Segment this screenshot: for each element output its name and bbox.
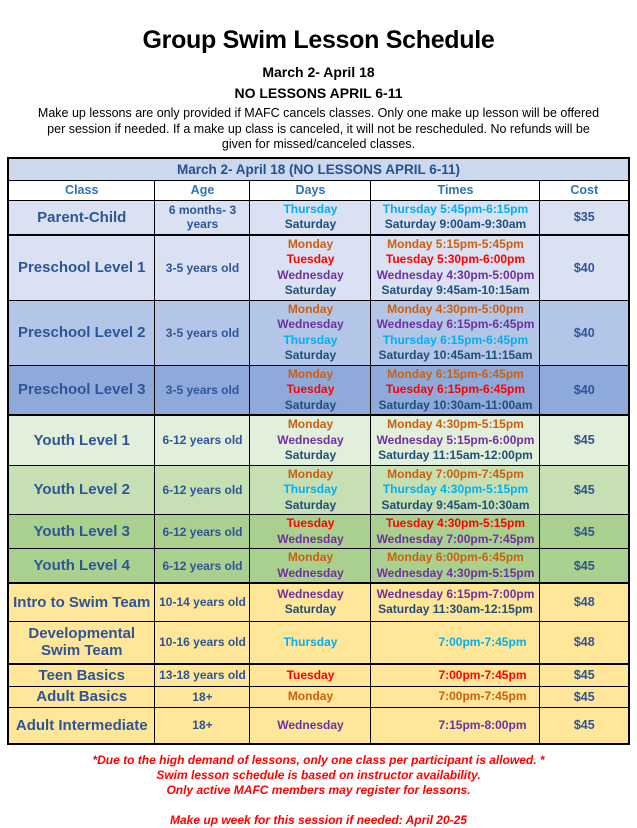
day-tuesday: Tuesday — [286, 516, 335, 530]
cost-value: $45 — [573, 433, 595, 448]
cost-value: $45 — [573, 689, 595, 704]
schedule-row — [8, 707, 629, 744]
class-cell — [8, 200, 155, 235]
cost-value: $40 — [573, 260, 595, 275]
times-cell — [371, 465, 540, 515]
schedule-row — [8, 664, 629, 686]
time-slot: Monday 4:30pm-5:00pm — [387, 301, 524, 316]
time-slot: Tuesday 6:15pm-6:45pm — [385, 382, 526, 396]
days-cell — [250, 415, 371, 465]
day-monday: Monday — [287, 550, 334, 564]
age-range: 18+ — [192, 718, 213, 733]
time-slot: Wednesday 7:00pm-7:45pm — [376, 531, 535, 546]
cost-value: $45 — [573, 718, 595, 733]
times-cell — [371, 515, 540, 549]
time-slot: Saturday 10:45am-11:15am — [378, 348, 533, 362]
class-cell — [8, 515, 155, 549]
time-slot: Wednesday 5:15pm-6:00pm — [376, 432, 535, 447]
class-name: Youth Level 4 — [33, 557, 130, 574]
cost-value: $45 — [573, 482, 595, 497]
footnote-makeup-week: Make up week for this session if needed: April 20-25 — [170, 813, 467, 827]
time-slot: Saturday 9:00am-9:30am — [384, 217, 527, 231]
day-thursday: Thursday — [283, 482, 338, 496]
footnotes — [0, 753, 637, 828]
age-cell — [155, 621, 250, 664]
day-tuesday: Tuesday — [286, 382, 335, 396]
age-cell — [155, 365, 250, 415]
times-cell — [371, 200, 540, 235]
day-thursday: Thursday — [283, 332, 338, 347]
cost-cell — [540, 549, 629, 584]
cost-cell — [540, 664, 629, 686]
cost-value: $45 — [573, 668, 595, 683]
time-slot: 7:00pm-7:45pm — [438, 634, 527, 649]
footnote-members-only: Only active MAFC members may register for lessons. — [166, 783, 471, 797]
cost-cell — [540, 365, 629, 415]
class-cell — [8, 707, 155, 744]
times-cell — [371, 415, 540, 465]
cost-cell — [540, 300, 629, 365]
times-cell — [371, 583, 540, 621]
day-wednesday: Wednesday — [277, 531, 344, 546]
age-range: 10-16 years old — [159, 635, 246, 650]
time-slot: Wednesday 6:15pm-7:00pm — [376, 586, 535, 601]
table-banner: March 2- April 18 (NO LESSONS APRIL 6-11) — [8, 158, 629, 181]
times-cell — [371, 707, 540, 744]
times-cell — [371, 664, 540, 686]
age-range: 6-12 years old — [162, 558, 243, 573]
swim-schedule-table — [7, 157, 630, 746]
times-cell — [371, 235, 540, 301]
times-cell — [371, 549, 540, 584]
schedule-row — [8, 300, 629, 365]
time-slot: Thursday 6:15pm-6:45pm — [382, 332, 529, 347]
age-cell — [155, 415, 250, 465]
column-header-age: Age — [155, 180, 250, 200]
days-cell — [250, 465, 371, 515]
days-cell — [250, 664, 371, 686]
age-cell — [155, 686, 250, 707]
class-name: Youth Level 2 — [33, 481, 130, 499]
age-range: 6 months- 3 years — [168, 203, 237, 231]
column-header-cost: Cost — [540, 180, 629, 200]
age-cell — [155, 707, 250, 744]
days-cell — [250, 200, 371, 235]
class-cell — [8, 686, 155, 707]
times-cell — [371, 621, 540, 664]
day-saturday: Saturday — [284, 283, 337, 297]
class-cell — [8, 415, 155, 465]
age-range: 3-5 years old — [165, 325, 240, 340]
day-monday: Monday — [287, 301, 334, 316]
time-slot: Monday 4:30pm-5:15pm — [387, 417, 524, 431]
age-range: 6-12 years old — [162, 482, 243, 497]
cost-cell — [540, 583, 629, 621]
time-slot: 7:00pm-7:45pm — [438, 667, 527, 682]
class-cell — [8, 664, 155, 686]
day-monday: Monday — [287, 417, 334, 431]
schedule-row — [8, 365, 629, 415]
days-cell — [250, 235, 371, 301]
day-tuesday: Tuesday — [286, 667, 335, 682]
day-thursday: Thursday — [283, 634, 338, 649]
time-slot: Saturday 11:15am-12:00pm — [378, 448, 533, 462]
day-saturday: Saturday — [284, 217, 337, 231]
cost-cell — [540, 465, 629, 515]
time-slot: 7:00pm-7:45pm — [438, 688, 527, 703]
time-slot: Wednesday 4:30pm-5:00pm — [376, 267, 535, 282]
class-name: Adult Intermediate — [15, 716, 148, 734]
column-header-class: Class — [8, 180, 155, 200]
age-cell — [155, 583, 250, 621]
age-range: 3-5 years old — [165, 260, 240, 275]
schedule-row — [8, 515, 629, 549]
class-cell — [8, 549, 155, 584]
time-slot: Saturday 11:30am-12:15pm — [378, 602, 533, 617]
times-cell — [371, 300, 540, 365]
day-wednesday: Wednesday — [277, 565, 344, 580]
schedule-row — [8, 415, 629, 465]
class-cell — [8, 465, 155, 515]
cost-value: $48 — [573, 595, 595, 610]
makeup-policy-paragraph: Make up lessons are only provided if MAFC cancels classes. Only one make up lesson will be offered per session if needed. If a make up class is canceled, it will not be rescheduled. No refunds will be given for missed/canceled classes. — [37, 106, 600, 151]
class-cell — [8, 235, 155, 301]
cost-cell — [540, 707, 629, 744]
day-wednesday: Wednesday — [277, 717, 344, 732]
age-range: 6-12 years old — [162, 524, 243, 539]
class-name: Preschool Level 2 — [17, 324, 146, 341]
age-range: 18+ — [192, 689, 213, 704]
day-wednesday: Wednesday — [277, 432, 344, 447]
class-name: Intro to Swim Team — [13, 593, 151, 611]
class-name: Youth Level 1 — [33, 431, 130, 449]
session-dates: March 2- April 18 — [262, 64, 375, 80]
schedule-row — [8, 583, 629, 621]
page-title: Group Swim Lesson Schedule — [142, 26, 495, 54]
age-cell — [155, 664, 250, 686]
table-banner-row — [8, 158, 629, 181]
times-cell — [371, 365, 540, 415]
schedule-row — [8, 686, 629, 707]
footnote-instructor-availability: Swim lesson schedule is based on instructor availability. — [156, 768, 481, 782]
time-slot: Saturday 9:45am-10:30am — [381, 497, 530, 512]
class-cell — [8, 621, 155, 664]
column-header-times: Times — [371, 180, 540, 200]
day-saturday: Saturday — [284, 397, 337, 412]
days-cell — [250, 707, 371, 744]
time-slot: Tuesday 4:30pm-5:15pm — [385, 516, 526, 530]
days-cell — [250, 365, 371, 415]
times-cell — [371, 686, 540, 707]
cost-cell — [540, 235, 629, 301]
class-name: Teen Basics — [38, 666, 125, 684]
time-slot: Wednesday 4:30pm-5:15pm — [376, 565, 535, 580]
day-monday: Monday — [287, 688, 334, 703]
cost-cell — [540, 621, 629, 664]
days-cell — [250, 583, 371, 621]
age-range: 10-14 years old — [159, 595, 246, 610]
day-thursday: Thursday — [283, 201, 338, 216]
cost-cell — [540, 686, 629, 707]
class-name: Preschool Level 1 — [17, 259, 146, 276]
time-slot: Thursday 4:30pm-5:15pm — [382, 482, 529, 496]
time-slot: Saturday 9:45am-10:15am — [381, 283, 530, 297]
age-range: 3-5 years old — [165, 382, 240, 397]
day-monday: Monday — [287, 366, 334, 381]
class-name: Preschool Level 3 — [17, 381, 146, 399]
day-saturday: Saturday — [284, 348, 337, 362]
class-name: Youth Level 3 — [33, 523, 130, 540]
column-header-row — [8, 180, 629, 200]
days-cell — [250, 300, 371, 365]
cost-value: $35 — [573, 210, 595, 224]
cost-value: $45 — [573, 558, 595, 573]
day-monday: Monday — [287, 236, 334, 251]
cost-cell — [540, 200, 629, 235]
class-name: Adult Basics — [36, 688, 128, 705]
time-slot: Monday 6:15pm-6:45pm — [387, 366, 524, 381]
day-wednesday: Wednesday — [277, 267, 344, 282]
document-header — [0, 0, 637, 153]
age-range: 13-18 years old — [159, 668, 246, 683]
age-cell — [155, 235, 250, 301]
footnote-one-class-rule: *Due to the high demand of lessons, only one class per participant is allowed. * — [92, 753, 545, 767]
day-saturday: Saturday — [284, 602, 337, 617]
schedule-row — [8, 465, 629, 515]
time-slot: Tuesday 5:30pm-6:00pm — [385, 252, 526, 266]
schedule-row — [8, 200, 629, 235]
schedule-row — [8, 549, 629, 584]
day-tuesday: Tuesday — [286, 252, 335, 266]
time-slot: Monday 7:00pm-7:45pm — [387, 466, 524, 481]
day-saturday: Saturday — [284, 448, 337, 462]
cost-value: $45 — [573, 524, 595, 539]
time-slot: 7:15pm-8:00pm — [438, 717, 527, 732]
time-slot: Thursday 5:45pm-6:15pm — [382, 201, 529, 216]
class-name: Developmental Swim Team — [28, 625, 136, 660]
cost-value: $40 — [573, 382, 595, 397]
age-cell — [155, 465, 250, 515]
time-slot: Monday 6:00pm-6:45pm — [387, 550, 524, 564]
time-slot: Saturday 10:30am-11:00am — [378, 397, 533, 412]
days-cell — [250, 686, 371, 707]
time-slot: Monday 5:15pm-5:45pm — [387, 236, 524, 251]
days-cell — [250, 621, 371, 664]
days-cell — [250, 549, 371, 584]
schedule-row — [8, 621, 629, 664]
age-range: 6-12 years old — [162, 433, 243, 448]
no-lessons-notice: NO LESSONS APRIL 6-11 — [234, 85, 403, 101]
age-cell — [155, 549, 250, 584]
age-cell — [155, 200, 250, 235]
class-name: Parent-Child — [37, 208, 127, 226]
cost-value: $48 — [573, 635, 595, 650]
day-monday: Monday — [287, 466, 334, 481]
day-wednesday: Wednesday — [277, 317, 344, 331]
class-cell — [8, 365, 155, 415]
age-cell — [155, 515, 250, 549]
day-saturday: Saturday — [284, 497, 337, 512]
age-cell — [155, 300, 250, 365]
day-wednesday: Wednesday — [277, 586, 344, 601]
days-cell — [250, 515, 371, 549]
cost-cell — [540, 515, 629, 549]
cost-cell — [540, 415, 629, 465]
schedule-row — [8, 235, 629, 301]
column-header-days: Days — [250, 180, 371, 200]
time-slot: Wednesday 6:15pm-6:45pm — [376, 317, 535, 331]
cost-value: $40 — [573, 325, 595, 340]
class-cell — [8, 583, 155, 621]
class-cell — [8, 300, 155, 365]
